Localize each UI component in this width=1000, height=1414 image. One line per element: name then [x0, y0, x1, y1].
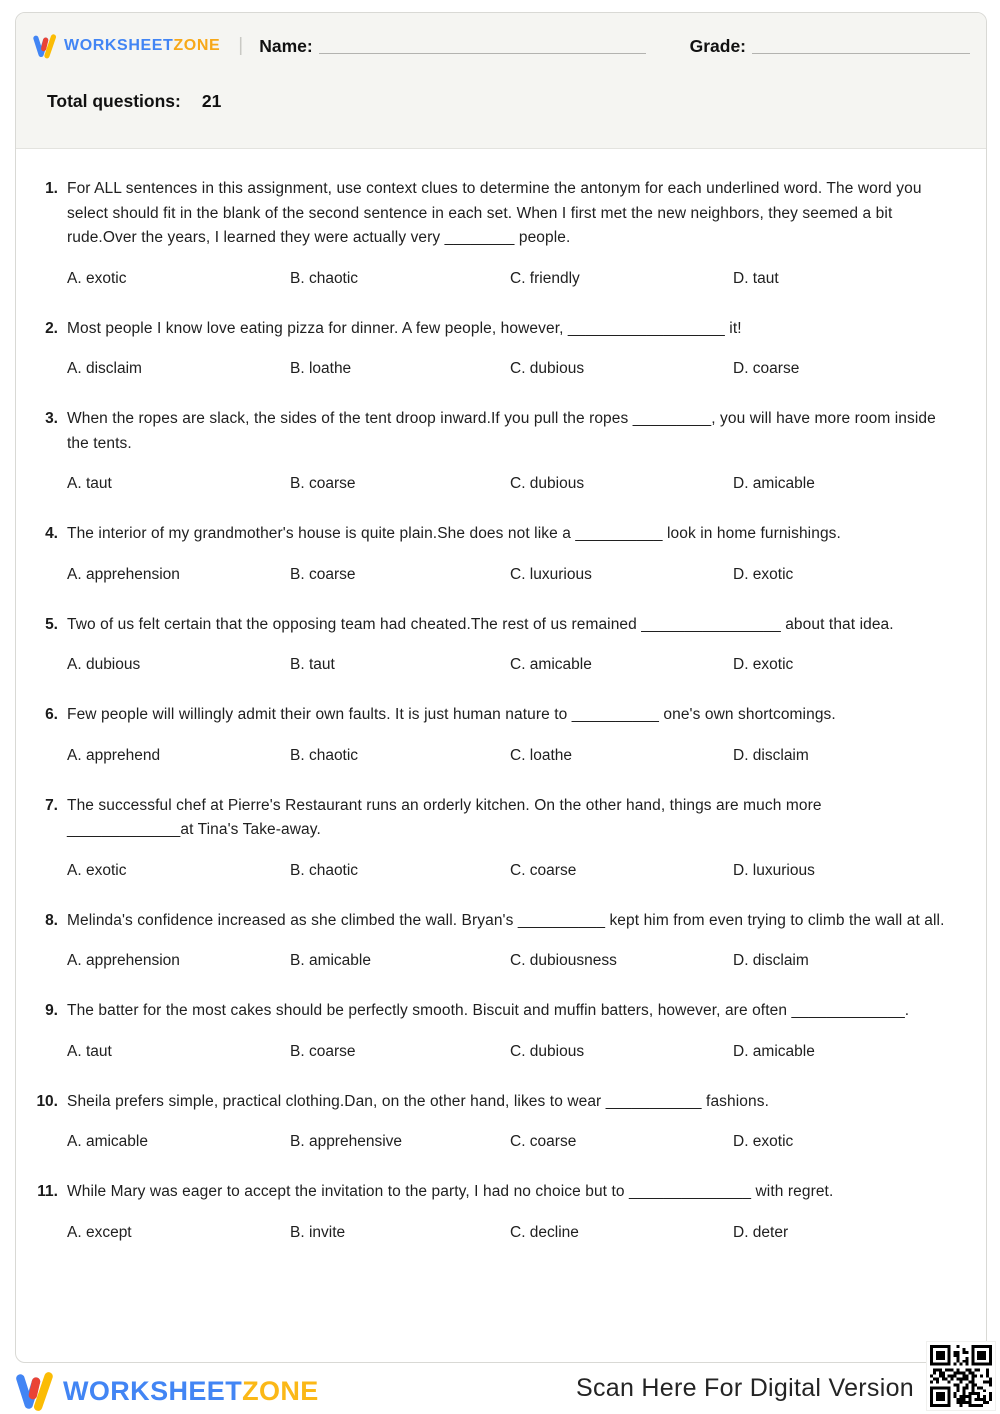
footer-brand-name — [63, 1376, 319, 1407]
question-content — [67, 613, 946, 678]
options-row — [67, 1221, 946, 1245]
options-row — [67, 1130, 946, 1154]
question-item-9 — [29, 999, 946, 1064]
option-a: A. exotic — [67, 269, 127, 287]
brand-word-worksheet: WORKSHEET — [63, 1375, 243, 1406]
scan-here-text: Scan Here For Digital Version — [575, 1374, 914, 1402]
question-item-5 — [29, 613, 946, 678]
option-d: D. coarse — [733, 360, 800, 377]
option-c: C. dubious — [510, 1042, 585, 1060]
option-b: B. amicable — [290, 952, 371, 969]
option-a: A. except — [67, 1223, 132, 1241]
options-row — [67, 949, 946, 973]
brand-word-zone: ZONE — [173, 37, 221, 54]
name-input-line[interactable] — [319, 39, 646, 54]
options-row — [67, 563, 946, 587]
option-b: B. chaotic — [290, 269, 359, 287]
question-number: 11. — [37, 1183, 58, 1200]
option-b: B. taut — [290, 656, 335, 673]
option-b: B. chaotic — [290, 861, 359, 879]
question-item-11 — [29, 1180, 946, 1245]
option-a: A. apprehend — [67, 746, 161, 764]
option-b: B. apprehensive — [290, 1133, 403, 1150]
option-d: D. disclaim — [733, 952, 809, 969]
brand-name — [64, 37, 220, 55]
question-number: 4. — [45, 525, 58, 542]
question-item-2 — [29, 317, 946, 382]
question-item-1 — [29, 177, 946, 291]
question-text: Melinda's confidence increased as she climbed the wall. Bryan's __________ kept him from even trying to climb the wall at all. — [67, 911, 945, 929]
option-d: D. amicable — [733, 475, 815, 492]
option-b: B. coarse — [290, 1042, 356, 1060]
options-row — [67, 357, 946, 381]
option-d: D. disclaim — [733, 746, 809, 764]
option-a: A. disclaim — [67, 360, 142, 377]
question-number: 7. — [45, 796, 58, 814]
option-c: C. coarse — [510, 861, 577, 879]
brand-word-zone: ZONE — [242, 1375, 319, 1406]
qr-code — [927, 1342, 995, 1410]
option-b: B. coarse — [290, 565, 356, 583]
option-a: A. exotic — [67, 861, 127, 879]
question-content — [67, 703, 946, 768]
option-c: C. friendly — [510, 269, 580, 287]
worksheet-card — [15, 12, 987, 1363]
question-item-7 — [29, 794, 946, 883]
option-d: D. exotic — [733, 565, 794, 583]
option-c: C. amicable — [510, 656, 592, 673]
option-a: A. dubious — [67, 656, 141, 673]
question-content — [67, 1180, 946, 1245]
option-d: D. exotic — [733, 656, 794, 673]
total-questions-row — [32, 91, 970, 112]
worksheet-header — [16, 13, 986, 149]
question-content — [67, 407, 946, 496]
options-row — [67, 267, 946, 291]
option-d: D. taut — [733, 269, 779, 287]
option-a: A. taut — [67, 1042, 112, 1060]
option-b: B. chaotic — [290, 746, 359, 764]
question-item-4 — [29, 522, 946, 587]
question-number: 9. — [45, 1002, 58, 1019]
question-number: 10. — [36, 1092, 58, 1110]
options-row — [67, 653, 946, 677]
option-c: C. decline — [510, 1223, 579, 1241]
option-d: D. amicable — [733, 1042, 815, 1060]
option-c: C. dubious — [510, 360, 585, 377]
option-a: A. amicable — [67, 1133, 148, 1150]
option-c: C. loathe — [510, 746, 573, 764]
options-row — [67, 859, 946, 883]
question-content — [67, 1090, 946, 1155]
option-b: B. coarse — [290, 475, 356, 492]
question-content — [67, 999, 946, 1064]
option-d: D. deter — [733, 1223, 789, 1241]
questions-list — [16, 149, 986, 1245]
question-text: The successful chef at Pierre's Restaurant runs an orderly kitchen. On the other hand, things are much more _____________at Tina's Take-away. — [67, 796, 822, 838]
question-item-8 — [29, 909, 946, 974]
option-a: A. taut — [67, 475, 112, 492]
option-a: A. apprehension — [67, 565, 180, 583]
question-content — [67, 522, 946, 587]
footer-brand — [14, 1368, 319, 1414]
option-c: C. luxurious — [510, 565, 592, 583]
question-text: Few people will willingly admit their own faults. It is just human nature to __________ one's own shortcomings. — [67, 706, 836, 723]
total-questions-value: 21 — [201, 91, 222, 111]
question-number: 6. — [45, 706, 58, 723]
question-item-3 — [29, 407, 946, 496]
question-item-10 — [29, 1090, 946, 1155]
option-b: B. invite — [290, 1223, 346, 1241]
option-c: C. dubious — [510, 475, 585, 492]
total-questions-label: Total questions: — [47, 91, 181, 111]
option-b: B. loathe — [290, 360, 352, 377]
question-number: 8. — [45, 911, 58, 929]
options-row — [67, 1040, 946, 1064]
question-text: The batter for the most cakes should be perfectly smooth. Biscuit and muffin batters, however, are often _____________. — [67, 1002, 910, 1019]
grade-input-line[interactable] — [752, 39, 970, 54]
worksheetzone-logo-icon — [32, 31, 58, 61]
option-d: D. exotic — [733, 1133, 794, 1150]
question-text: When the ropes are slack, the sides of the tent droop inward.If you pull the ropes _________, you will have more room inside the tents. — [67, 410, 936, 452]
question-number: 2. — [45, 319, 58, 337]
worksheetzone-logo-icon — [14, 1368, 56, 1414]
question-content — [67, 909, 946, 974]
option-c: C. dubiousness — [510, 952, 617, 969]
question-content — [67, 177, 946, 291]
question-number: 3. — [45, 410, 58, 427]
brand-row — [32, 29, 970, 63]
question-number: 5. — [45, 615, 58, 633]
question-item-6 — [29, 703, 946, 768]
header-divider: | — [238, 35, 244, 56]
options-row — [67, 744, 946, 768]
grade-label: Grade: — [689, 35, 746, 56]
question-text: Most people I know love eating pizza for dinner. A few people, however, __________________ it! — [67, 319, 742, 337]
name-label: Name: — [259, 35, 313, 56]
option-d: D. luxurious — [733, 861, 815, 879]
question-text: Sheila prefers simple, practical clothing.Dan, on the other hand, likes to wear ___________ fashions. — [67, 1092, 769, 1110]
option-c: C. coarse — [510, 1133, 577, 1150]
question-text: While Mary was eager to accept the invitation to the party, I had no choice but to ______________ with regret. — [67, 1183, 834, 1200]
question-content — [67, 794, 946, 883]
option-a: A. apprehension — [67, 952, 180, 969]
question-text: Two of us felt certain that the opposing team had cheated.The rest of us remained ________________ about that idea. — [67, 615, 894, 633]
question-text: The interior of my grandmother's house is quite plain.She does not like a __________ look in home furnishings. — [67, 525, 841, 542]
question-text: For ALL sentences in this assignment, use context clues to determine the antonym for each underlined word. The word you select should fit in the blank of the second sentence in each set. When I first met the new neighbors, they seemed a bit rude.Over the years, I learned they were actually very ________ people. — [67, 180, 922, 246]
page-footer — [0, 1363, 1000, 1414]
options-row — [67, 472, 946, 496]
question-number: 1. — [45, 180, 58, 197]
question-content — [67, 317, 946, 382]
brand-word-worksheet: WORKSHEET — [64, 37, 174, 54]
